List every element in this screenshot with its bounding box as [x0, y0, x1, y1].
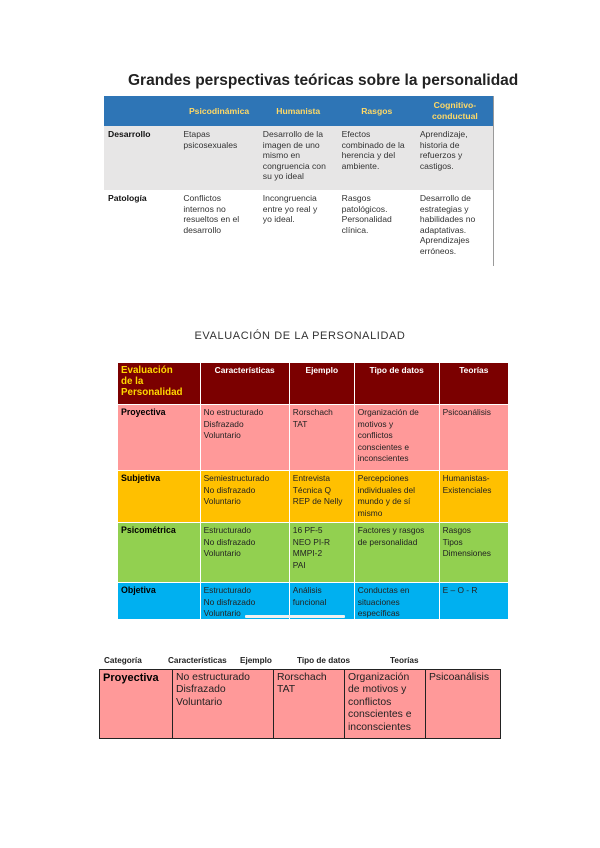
- cell-line: Voluntario: [203, 496, 241, 507]
- cell-line: psicosexuales: [183, 139, 238, 150]
- perspectives-row-patologia: [104, 190, 494, 268]
- cell-line: específicas: [357, 608, 400, 619]
- cell-line: Conflictos: [183, 193, 222, 203]
- proyectiva-detail-row: [100, 670, 501, 739]
- cell-line: Entrevista: [292, 473, 331, 483]
- cell-line: conscientes e: [348, 709, 412, 721]
- evaluation-title: EVALUACIÓN DE LA PERSONALIDAD: [194, 330, 406, 342]
- cell-text: [354, 583, 439, 620]
- perspectives-header-corner: [104, 96, 179, 126]
- cell-text: [439, 523, 508, 583]
- evaluation-table-viewport: [117, 362, 510, 619]
- cell-text: [179, 190, 258, 268]
- cell-text: [439, 583, 508, 620]
- cell-text: [338, 190, 416, 268]
- cell-text: [259, 126, 338, 190]
- cell-line: castigos.: [419, 160, 454, 171]
- cell-line: TAT: [292, 418, 308, 429]
- header-categoria: Categoría: [104, 656, 142, 665]
- cell-line: Estructurado: [203, 585, 252, 595]
- cell-line: Estructurado: [203, 525, 252, 535]
- cell-line: Evaluación: [121, 365, 173, 376]
- cell-line: Aprendizajes: [419, 235, 470, 246]
- cell-text: [426, 670, 501, 739]
- row-label-psicometrica: Psicométrica: [118, 523, 201, 583]
- row-label-subjetiva: Subjetiva: [118, 471, 201, 523]
- cell-text: [439, 405, 508, 471]
- evaluation-row-psicometrica: [118, 523, 509, 583]
- evaluation-row-objetiva: [118, 583, 509, 620]
- perspectives-title: Grandes perspectivas teóricas sobre la personalidad: [128, 72, 519, 89]
- header-caracteristicas: Características: [168, 656, 227, 665]
- evaluation-header-ejemplo: Ejemplo: [289, 363, 354, 405]
- cell-line: MMPI-2: [292, 548, 323, 559]
- cell-text: [289, 523, 354, 583]
- cell-line: Semiestructurado: [203, 473, 270, 483]
- cell-line: ambiente.: [341, 160, 380, 171]
- cell-line: No estructurado: [176, 672, 250, 683]
- cell-line: Desarrollo de la: [262, 129, 323, 139]
- cell-line: Incongruencia: [262, 193, 317, 203]
- cell-text: [179, 126, 258, 190]
- cell-line: conscientes e: [357, 441, 409, 452]
- cell-line: Voluntario: [203, 430, 241, 441]
- cell-line: congruencia con: [262, 160, 326, 171]
- cell-text: [439, 471, 508, 523]
- cell-text: [274, 670, 345, 739]
- cell-text: [173, 670, 274, 739]
- row-label-objetiva: Objetiva: [118, 583, 201, 620]
- cell-line: estrategias y: [419, 203, 469, 214]
- evaluation-row-subjetiva: [118, 471, 509, 523]
- cell-line: su yo ideal: [262, 171, 304, 182]
- cell-text: [200, 471, 289, 523]
- cell-line: Disfrazado: [176, 684, 226, 696]
- cell-line: Tipos: [442, 536, 463, 547]
- cell-line: combinado de la: [341, 139, 405, 150]
- perspectives-table: [104, 96, 494, 268]
- cell-line: Rorschach: [292, 407, 333, 417]
- cell-line: mismo: [357, 507, 383, 518]
- row-label-desarrollo: Desarrollo: [104, 126, 179, 190]
- evaluation-header-row: [118, 363, 509, 405]
- cell-line: Voluntario: [203, 548, 241, 559]
- perspectives-header-psicodinamica: Psicodinámica: [179, 96, 258, 126]
- cell-line: 16 PF-5: [292, 525, 323, 535]
- cell-text: [200, 405, 289, 471]
- cell-line: entre yo real y: [262, 203, 318, 214]
- cell-line: Voluntario: [176, 696, 223, 708]
- evaluation-header-tipo: Tipo de datos: [354, 363, 439, 405]
- cell-line: Aprendizaje,: [419, 129, 468, 139]
- perspectives-header-cognitivo: Cognitivo-conductual: [416, 96, 494, 126]
- cell-text: [200, 583, 289, 620]
- cell-line: No disfrazado: [203, 484, 256, 495]
- cell-line: resueltos en el: [183, 214, 240, 225]
- evaluation-row-proyectiva: [118, 405, 509, 471]
- cell-text: [200, 523, 289, 583]
- cell-line: Técnica Q: [292, 484, 331, 495]
- cell-line: de motivos y: [348, 684, 407, 696]
- cell-line: Análisis: [292, 585, 322, 595]
- cell-line: herencia y del: [341, 150, 396, 161]
- evaluation-table: [117, 362, 509, 619]
- cell-line: Factores y rasgos: [357, 525, 425, 535]
- cell-line: individuales del: [357, 484, 416, 495]
- cell-line: clínica.: [341, 224, 369, 235]
- cell-line: Existenciales: [442, 484, 492, 495]
- cell-line: No disfrazado: [203, 596, 256, 607]
- cell-line: TAT: [277, 684, 296, 696]
- cell-line: inconscientes: [357, 453, 409, 464]
- cell-line: Efectos: [341, 129, 371, 139]
- cell-line: E – O - R: [442, 585, 478, 595]
- cell-line: No estructurado: [203, 407, 264, 417]
- proyectiva-detail-table: [99, 669, 501, 739]
- cell-line: Disfrazado: [203, 418, 244, 429]
- evaluation-header-teorias: Teorías: [439, 363, 508, 405]
- cell-line: imagen de uno: [262, 139, 320, 150]
- cell-line: mismo en: [262, 150, 301, 161]
- cell-text: [354, 405, 439, 471]
- cell-line: de personalidad: [357, 536, 418, 547]
- cell-line: yo ideal.: [262, 214, 295, 225]
- cell-line: No disfrazado: [203, 536, 256, 547]
- cell-line: Desarrollo de: [419, 193, 471, 203]
- evaluation-header-corner: [118, 363, 201, 405]
- cell-line: funcional: [292, 596, 327, 607]
- cell-text: [354, 471, 439, 523]
- header-ejemplo: Ejemplo: [240, 656, 272, 665]
- row-label-proyectiva: Proyectiva: [100, 670, 173, 739]
- cell-text: [338, 126, 416, 190]
- cell-line: Personalidad: [341, 214, 392, 225]
- cell-line: Personalidad: [121, 387, 183, 398]
- horizontal-scrollbar[interactable]: [245, 615, 345, 618]
- cell-line: Psicoanálisis: [442, 407, 491, 417]
- cell-line: NEO PI-R: [292, 536, 331, 547]
- cell-text: [345, 670, 426, 739]
- cell-text: [416, 126, 494, 190]
- table-edge-divider: [493, 96, 494, 266]
- cell-line: Percepciones: [357, 473, 409, 483]
- cell-line: REP de Nelly: [292, 496, 343, 507]
- cell-line: patológicos.: [341, 203, 388, 214]
- perspectives-row-desarrollo: [104, 126, 494, 190]
- row-label-patologia: Patología: [104, 190, 179, 268]
- cell-text: [354, 523, 439, 583]
- cell-line: Rorschach: [277, 672, 327, 683]
- header-teorias: Teorías: [390, 656, 419, 665]
- cell-text: [289, 583, 354, 620]
- cell-line: Organización de: [357, 407, 419, 417]
- cell-line: Psicoanálisis: [429, 672, 490, 683]
- cell-line: mundo y de sí: [357, 496, 411, 507]
- cell-line: Humanistas-: [442, 473, 490, 483]
- cell-line: situaciones: [357, 596, 400, 607]
- cell-line: Voluntario: [203, 608, 241, 619]
- perspectives-header-row: [104, 96, 494, 126]
- perspectives-header-rasgos: Rasgos: [338, 96, 416, 126]
- cell-line: historia de: [419, 139, 460, 150]
- cell-line: inconscientes: [348, 721, 411, 733]
- cell-line: adaptativas.: [419, 224, 467, 235]
- cell-line: conflictos: [348, 696, 392, 708]
- cell-line: habilidades no: [419, 214, 476, 225]
- header-tipo-datos: Tipo de datos: [297, 656, 351, 665]
- cell-line: Organización: [348, 672, 410, 683]
- cell-line: Conductas en: [357, 585, 410, 595]
- cell-line: PAI: [292, 559, 306, 570]
- cell-line: Etapas: [183, 129, 211, 139]
- cell-line: Rasgos: [442, 525, 471, 535]
- cell-text: [289, 405, 354, 471]
- perspectives-header-humanista: Humanista: [259, 96, 338, 126]
- row-label-proyectiva: Proyectiva: [118, 405, 201, 471]
- evaluation-header-caracteristicas: Características: [200, 363, 289, 405]
- cell-line: de la: [121, 376, 144, 387]
- cell-line: Dimensiones: [442, 548, 491, 559]
- cell-text: [289, 471, 354, 523]
- cell-line: erróneos.: [419, 245, 457, 256]
- cell-line: internos no: [183, 203, 226, 214]
- cell-text: [259, 190, 338, 268]
- cell-line: Rasgos: [341, 193, 371, 203]
- cell-text: [416, 190, 494, 268]
- cell-line: refuerzos y: [419, 150, 463, 161]
- cell-line: desarrollo: [183, 224, 222, 235]
- cell-line: conflictos: [357, 430, 393, 441]
- cell-line: motivos y: [357, 418, 394, 429]
